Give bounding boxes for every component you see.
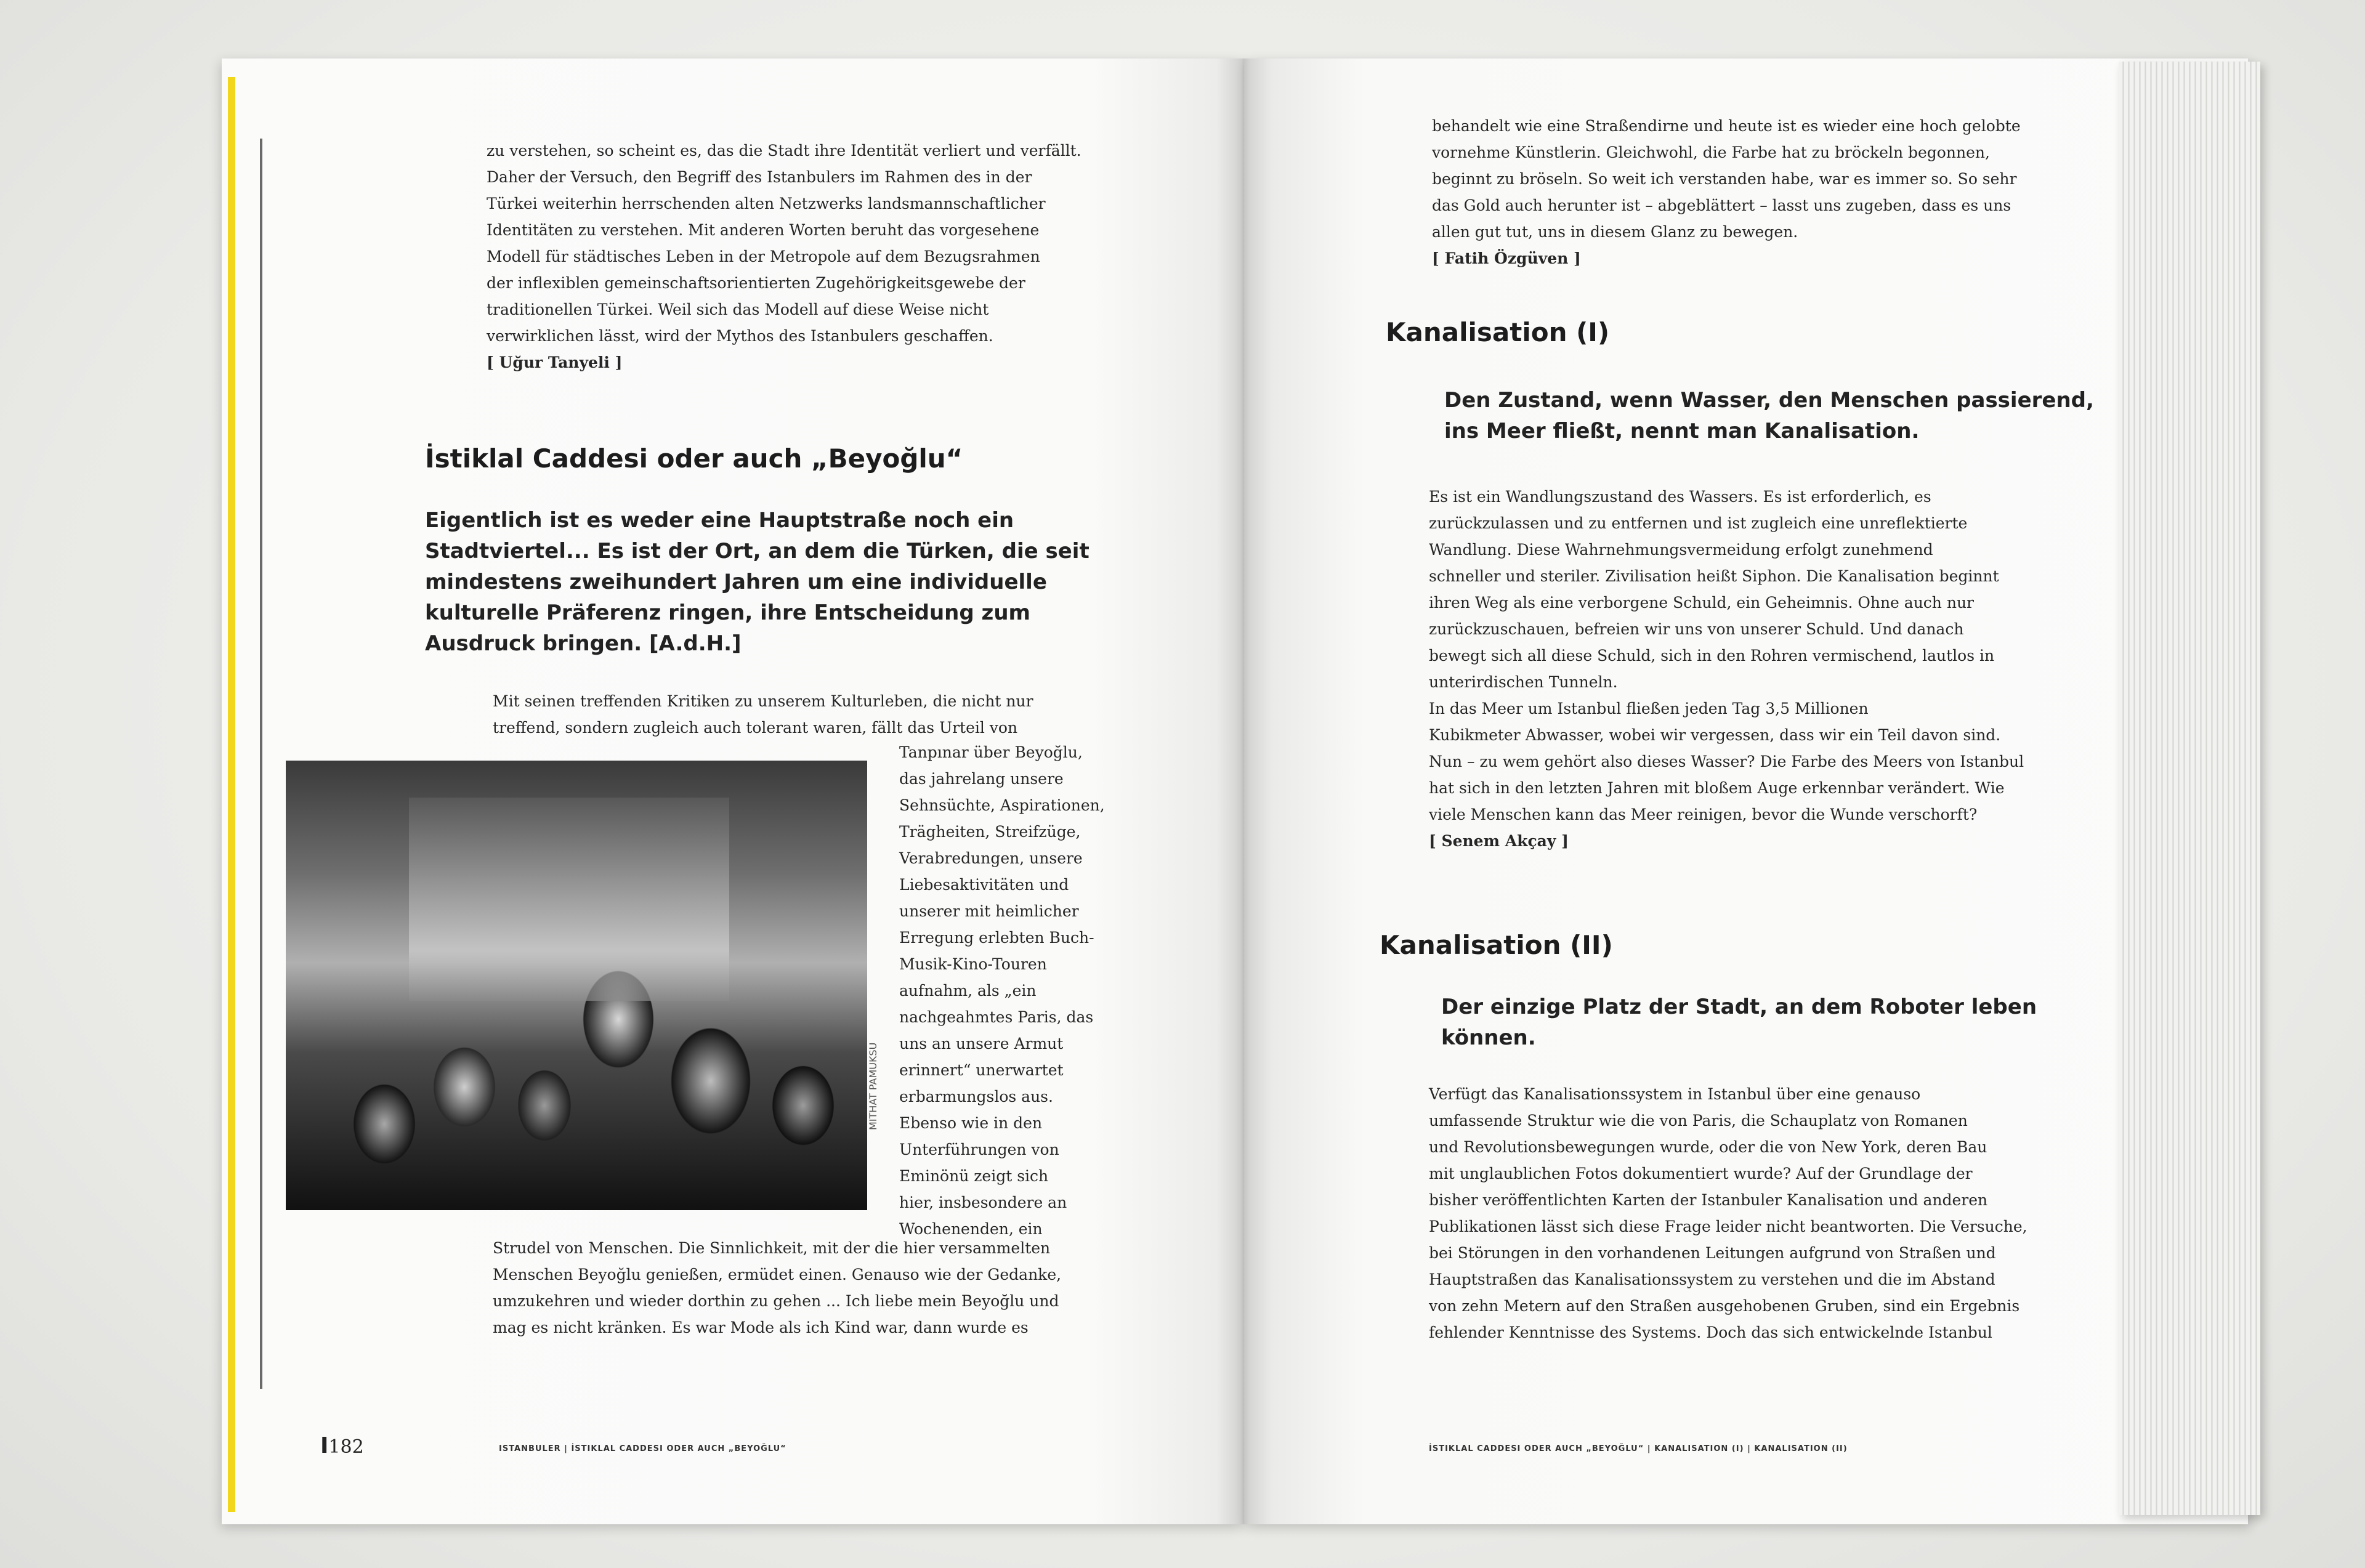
text-line: Der einzige Platz der Stadt, an dem Roboter leben (1441, 995, 2037, 1019)
text-line: traditionellen Türkei. Weil sich das Modell auf diese Weise nicht (487, 301, 989, 318)
text-line: uns an unsere Armut (899, 1035, 1064, 1053)
text-line: zurückzuschauen, befreien wir uns von unserer Schuld. Und danach (1429, 620, 1964, 638)
text-line: behandelt wie eine Straßendirne und heute ist es wieder eine hoch gelobte (1432, 117, 2021, 135)
lead-istiklal (425, 505, 1090, 659)
heading-kanalisation-1: Kanalisation (I) (1386, 317, 1610, 347)
right-continuation-text (1432, 113, 2021, 272)
text-line: Hauptstraßen das Kanalisationssystem zu verstehen und die im Abstand (1429, 1271, 1995, 1288)
folio-left (320, 1433, 364, 1458)
lead-kanalisation-1 (1444, 385, 2094, 447)
text-line: nachgeahmtes Paris, das (899, 1008, 1094, 1026)
left-continuation-text (487, 137, 1081, 376)
text-line: Türkei weiterhin herrschenden alten Netzwerks landsmannschaftlicher (487, 195, 1046, 212)
heading-kanalisation-2: Kanalisation (II) (1380, 930, 1613, 960)
running-head-right: İSTIKLAL CADDESI ODER AUCH „BEYOĞLU“ | KANALISATION (I) | KANALISATION (II) (1429, 1444, 1848, 1453)
text-line: Kubikmeter Abwasser, wobei wir vergessen, dass wir ein Teil davon sind. (1429, 726, 2001, 744)
photo-credit: MITHAT PAMUKSU (867, 1042, 879, 1130)
left-page (222, 59, 1244, 1524)
lead-kanalisation-2 (1441, 992, 2037, 1053)
text-line: Nun – zu wem gehört also dieses Wasser? Die Farbe des Meers von Istanbul (1429, 753, 2024, 770)
text-line: In das Meer um Istanbul fließen jeden Tag 3,5 Millionen (1429, 700, 1869, 717)
text-line: Erregung erlebten Buch- (899, 929, 1094, 947)
page-number-left: 182 (328, 1436, 364, 1458)
text-line: Musik-Kino-Touren (899, 955, 1047, 973)
author-signature: [ Fatih Özgüven ] (1432, 249, 1581, 267)
text-line: Eigentlich ist es weder eine Hauptstraße noch ein (425, 508, 1014, 533)
text-line: Trägheiten, Streifzüge, (899, 823, 1081, 841)
text-line: bei Störungen in den vorhandenen Leitungen aufgrund von Straßen und (1429, 1244, 1996, 1262)
crowd-photo (286, 761, 867, 1210)
text-line: Stadtviertel... Es ist der Ort, an dem die Türken, die seit (425, 539, 1090, 564)
text-line: können. (1441, 1025, 1536, 1050)
text-line: Wandlung. Diese Wahrnehmungsvermeidung erfolgt zunehmend (1429, 541, 1933, 559)
text-line: Ausdruck bringen. [A.d.H.] (425, 631, 742, 656)
page-block-edges (2119, 62, 2260, 1515)
folio-letter-left: I (320, 1433, 329, 1458)
text-line: der inflexiblen gemeinschaftsorientierten Zugehörigkeitsgewebe der (487, 274, 1025, 292)
text-line: das jahrelang unsere (899, 770, 1064, 788)
text-line: von zehn Metern auf den Straßen ausgehobenen Gruben, sind ein Ergebnis (1429, 1297, 2020, 1315)
text-line: ins Meer fließt, nennt man Kanalisation. (1444, 419, 1920, 443)
body-text-bottom (493, 1235, 1061, 1341)
text-line: Verabredungen, unsere (899, 849, 1083, 867)
text-line: erbarmungslos aus. (899, 1088, 1053, 1105)
text-line: mag es nicht kränken. Es war Mode als ich Kind war, dann wurde es (493, 1319, 1029, 1336)
text-line: Eminönü zeigt sich (899, 1167, 1049, 1185)
text-line: Den Zustand, wenn Wasser, den Menschen passierend, (1444, 388, 2094, 413)
text-line: Verfügt das Kanalisationssystem in Istanbul über eine genauso (1429, 1085, 1921, 1103)
text-line: vornehme Künstlerin. Gleichwohl, die Farbe hat zu bröckeln begonnen, (1432, 143, 1990, 161)
text-line: mit unglaublichen Fotos dokumentiert wurde? Auf der Grundlage der (1429, 1165, 1973, 1182)
text-line: Tanpınar über Beyoğlu, (899, 743, 1083, 761)
text-line: bisher veröffentlichten Karten der Istanbuler Kanalisation und anderen (1429, 1191, 1988, 1209)
text-line: Menschen Beyoğlu genießen, ermüdet einen. Genauso wie der Gedanke, (493, 1266, 1062, 1283)
text-line: und Revolutionsbewegungen wurde, oder die von New York, deren Bau (1429, 1138, 1987, 1156)
text-line: Sehnsüchte, Aspirationen, (899, 796, 1105, 814)
author-signature: [ Uğur Tanyeli ] (487, 354, 623, 371)
text-line: hat sich in den letzten Jahren mit bloßem Auge erkennbar verändert. Wie (1429, 779, 2005, 797)
text-line: treffend, sondern zugleich auch tolerant waren, fällt das Urteil von (493, 719, 1018, 737)
body-kanalisation-2 (1429, 1081, 2027, 1346)
page-edge-line (260, 139, 262, 1389)
text-line: Modell für städtisches Leben in der Metropole auf dem Bezugsrahmen (487, 248, 1040, 265)
heading-istiklal: İstiklal Caddesi oder auch „Beyoğlu“ (425, 443, 963, 474)
text-line: zurückzulassen und zu entfernen und ist zugleich eine unreflektierte (1429, 514, 1968, 532)
text-line: Identitäten zu verstehen. Mit anderen Worten beruht das vorgesehene (487, 221, 1040, 239)
right-page (1244, 59, 2248, 1524)
text-line: kulturelle Präferenz ringen, ihre Entscheidung zum (425, 600, 1030, 625)
text-line: Daher der Versuch, den Begriff des Istanbulers im Rahmen des in der (487, 168, 1032, 186)
text-line: schneller und steriler. Zivilisation heißt Siphon. Die Kanalisation beginnt (1429, 567, 1999, 585)
text-line: viele Menschen kann das Meer reinigen, bevor die Wunde verschorft? (1429, 806, 1978, 823)
text-line: Publikationen lässt sich diese Frage leider nicht beantworten. Die Versuche, (1429, 1218, 2027, 1235)
text-line: Ebenso wie in den (899, 1114, 1043, 1132)
text-line: allen gut tut, uns in diesem Glanz zu bewegen. (1432, 223, 1798, 241)
open-book (222, 59, 2303, 1537)
text-line: Mit seinen treffenden Kritiken zu unserem Kulturleben, die nicht nur (493, 692, 1033, 710)
body-kanalisation-1 (1429, 483, 2024, 854)
text-line: bewegt sich all diese Schuld, sich in den Rohren vermischend, lautlos in (1429, 647, 1995, 665)
text-line: verwirklichen lässt, wird der Mythos des Istanbulers geschaffen. (487, 327, 993, 345)
yellow-book-edge (228, 77, 235, 1512)
text-line: Liebesaktivitäten und (899, 876, 1069, 894)
text-line: erinnert“ unerwartet (899, 1061, 1064, 1079)
text-line: Unterführungen von (899, 1141, 1059, 1158)
text-line: hier, insbesondere an (899, 1194, 1067, 1211)
text-line: fehlender Kenntnisse des Systems. Doch das sich entwickelnde Istanbul (1429, 1324, 1992, 1341)
text-line: unterirdischen Tunneln. (1429, 673, 1618, 691)
text-line: umzukehren und wieder dorthin zu gehen ... Ich liebe mein Beyoğlu und (493, 1292, 1059, 1310)
text-line: unserer mit heimlicher (899, 902, 1079, 920)
text-line: das Gold auch herunter ist – abgeblättert – lasst uns zugeben, dass es uns (1432, 196, 2011, 214)
body-text-top (493, 688, 1033, 741)
book-gutter (1216, 59, 1272, 1524)
text-line: Wochenenden, ein (899, 1220, 1043, 1238)
text-line: zu verstehen, so scheint es, das die Stadt ihre Identität verliert und verfällt. (487, 142, 1081, 160)
body-text-column (899, 739, 1105, 1242)
text-line: ihren Weg als eine verborgene Schuld, ein Geheimnis. Ohne auch nur (1429, 594, 1975, 612)
text-line: Strudel von Menschen. Die Sinnlichkeit, mit der die hier versammelten (493, 1239, 1051, 1257)
text-line: Es ist ein Wandlungszustand des Wassers. Es ist erforderlich, es (1429, 488, 1931, 506)
author-signature: [ Senem Akçay ] (1429, 832, 1569, 850)
text-line: umfassende Struktur wie die von Paris, die Schauplatz von Romanen (1429, 1112, 1968, 1130)
text-line: mindestens zweihundert Jahren um eine individuelle (425, 570, 1047, 594)
street-background (409, 798, 729, 1001)
text-line: beginnt zu bröseln. So weit ich verstanden habe, war es immer so. So sehr (1432, 170, 2017, 188)
running-head-left: ISTANBULER | İSTIKLAL CADDESI ODER AUCH „BEYOĞLU“ (499, 1444, 786, 1453)
text-line: aufnahm, als „ein (899, 982, 1037, 1000)
